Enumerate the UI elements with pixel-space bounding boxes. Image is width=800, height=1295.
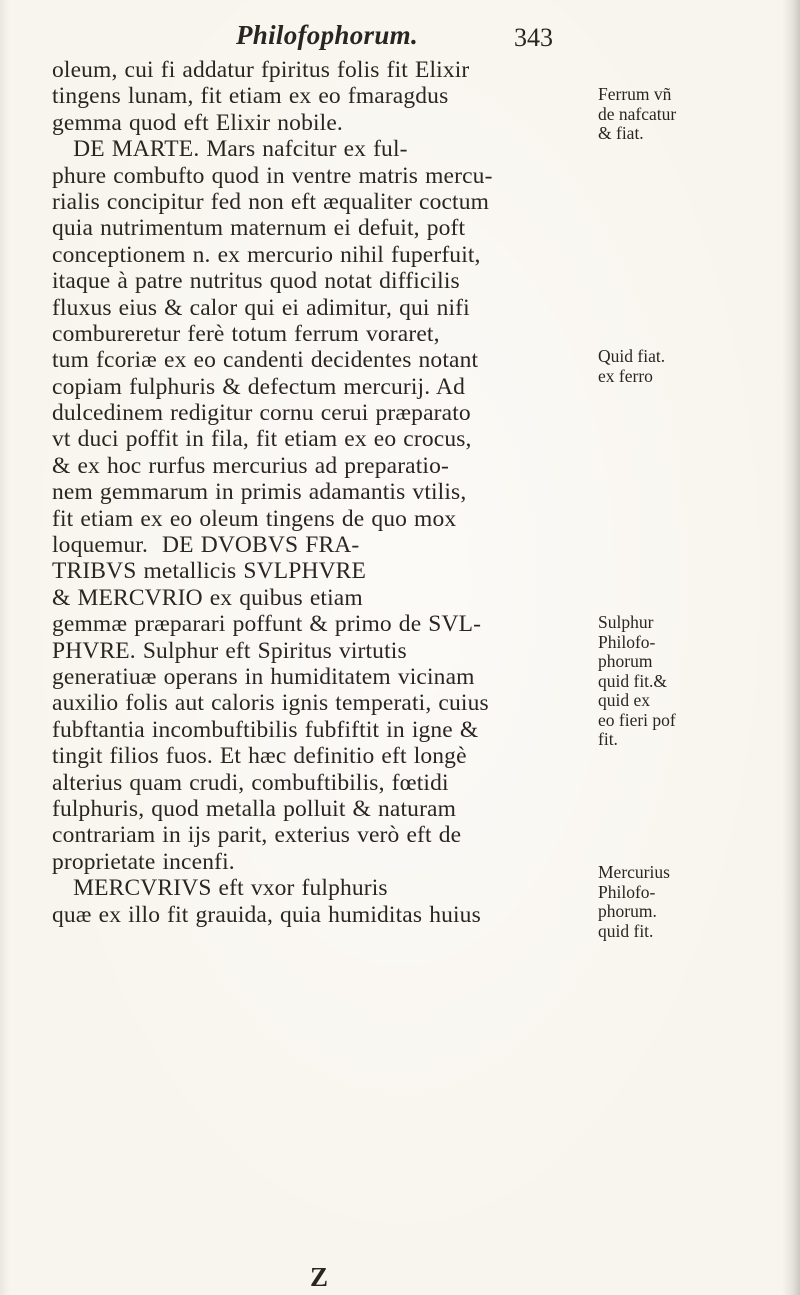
- page-number: 343: [514, 23, 553, 52]
- margin-note-line: ex ferro: [598, 365, 653, 386]
- text-line: dulcedinem redigitur cornu cerui præparato: [52, 400, 471, 427]
- page-edge-shadow: [782, 0, 800, 1295]
- text-line: quia nutrimentum maternum ei defuit, poft: [52, 215, 466, 242]
- text-line: proprietate incenfi.: [52, 848, 235, 875]
- catchword: Z: [310, 1262, 329, 1292]
- margin-note-line: phorum.: [598, 901, 657, 921]
- margin-note-line: & fiat.: [598, 123, 644, 143]
- margin-note-line: Philofo-: [598, 631, 656, 652]
- text-line: tum fcoriæ ex eo candenti decidentes notant: [52, 347, 479, 374]
- text-line: gemmæ præparari poffunt & primo de SVL-: [52, 611, 482, 638]
- text-line: PHVRE. Sulphur eft Spiritus virtutis: [52, 637, 407, 664]
- margin-note-quid-fiat: [598, 347, 665, 386]
- text-line: tingens lunam, fit etiam ex eo fmaragdus: [52, 83, 449, 110]
- text-line: fluxus eius & calor qui ei adimitur, qui nifi: [52, 294, 470, 321]
- text-line: copiam fulphuris & defectum mercurij. Ad: [52, 373, 466, 400]
- margin-note-line: fit.: [598, 729, 618, 749]
- margin-note-sulphur: [598, 613, 676, 750]
- text-line: contrariam in ijs parit, exterius verò eft de: [52, 822, 462, 849]
- page-gutter-shadow: [0, 0, 10, 1295]
- text-line: generatiuæ operans in humiditatem vicinam: [52, 663, 475, 690]
- text-line: alterius quam crudi, combuftibilis, fœtidi: [52, 769, 449, 796]
- section-heading-fratribus: loquemur. DE DVOBVS FRA-: [52, 532, 360, 559]
- text-line: combureretur ferè totum ferrum voraret,: [52, 320, 440, 347]
- text-line: conceptionem n. ex mercurio nihil fuperfuit,: [52, 241, 481, 268]
- margin-note-line: Ferrum vñ: [598, 84, 672, 104]
- margin-note-line: Philofo-: [598, 881, 656, 902]
- text-line: vt duci poffit in fila, fit etiam ex eo crocus,: [52, 426, 472, 453]
- running-head: [0, 14, 800, 54]
- section-heading-de-marte: DE MARTE. Mars nafcitur ex ful-: [52, 136, 408, 163]
- text-line: auxilio folis aut caloris ignis temperati, cuius: [52, 690, 489, 717]
- text-line: fubftantia incombuftibilis fubfiftit in igne &: [52, 716, 479, 743]
- body-text: [52, 57, 582, 928]
- section-heading-mercurius: MERCVRIVS eft vxor fulphuris: [52, 875, 388, 902]
- text-line: itaque à patre nutritus quod notat difficilis: [52, 268, 460, 295]
- text-line: rialis concipitur fed non eft æqualiter coctum: [52, 188, 490, 215]
- margin-note-line: de nafcatur: [598, 103, 677, 124]
- margin-note-line: phorum: [598, 651, 653, 671]
- text-line: phure combufto quod in ventre matris mercu-: [52, 162, 493, 189]
- margin-note-ferrum: [598, 85, 676, 144]
- text-line: oleum, cui fi addatur fpiritus folis fit Elixir: [52, 57, 470, 83]
- text-line: gemma quod eft Elixir nobile.: [52, 109, 343, 136]
- margin-note-line: Quid fiat.: [598, 346, 666, 366]
- text-line: & MERCVRIO ex quibus etiam: [52, 584, 363, 611]
- running-title: Philofophorum.: [236, 20, 418, 50]
- text-line: fit etiam ex eo oleum tingens de quo mox: [52, 505, 457, 532]
- margin-note-mercurius: [598, 863, 670, 941]
- text-line: fulphuris, quod metalla polluit & naturam: [52, 795, 457, 822]
- margin-note-line: Sulphur: [598, 612, 654, 632]
- text-line: TRIBVS metallicis SVLPHVRE: [52, 558, 367, 585]
- text-line: & ex hoc rurfus mercurius ad preparatio-: [52, 452, 449, 479]
- text-line: nem gemmarum in primis adamantis vtilis,: [52, 479, 467, 506]
- margin-note-line: quid ex: [598, 690, 651, 710]
- margin-note-line: Mercurius: [598, 862, 670, 882]
- margin-note-line: quid fit.: [598, 920, 654, 941]
- margin-note-line: quid fit.&: [598, 670, 668, 691]
- text-line: quæ ex illo fit grauida, quia humiditas huius: [52, 901, 481, 928]
- margin-note-line: eo fieri pof: [598, 709, 676, 730]
- text-line: tingit filios fuos. Et hæc definitio eft longè: [52, 743, 467, 770]
